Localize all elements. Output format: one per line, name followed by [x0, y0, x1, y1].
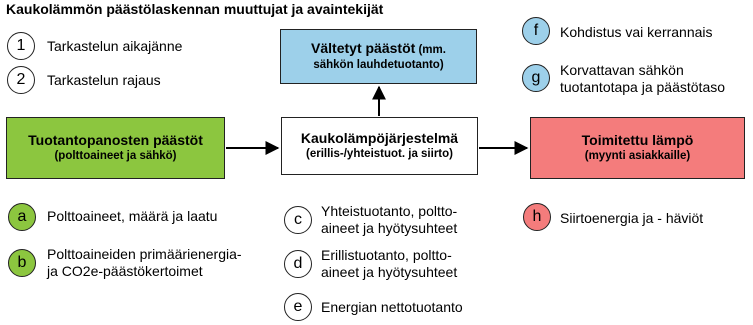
- factor-e-badge: e: [284, 293, 312, 321]
- factor-g-label: [560, 62, 725, 96]
- diagram-title: Kaukolämmön päästölaskennan muuttujat ja avaintekijät: [6, 1, 384, 17]
- district-heating-system-subtitle: (erillis-/yhteistuot. ja siirto): [306, 148, 453, 160]
- avoided-emissions-title: Vältetyt päästöt: [311, 40, 416, 56]
- factor-b-line-2: ja CO2e-päästökertoimet: [47, 263, 203, 279]
- factor-c-badge: c: [284, 206, 312, 234]
- factor-c-line-1: Yhteistuotanto, poltto-: [321, 203, 458, 219]
- factor-b-line-1: Polttoaineiden primäärienergia-: [47, 246, 242, 262]
- factor-d-badge: d: [284, 250, 312, 278]
- factor-f-badge: f: [522, 17, 550, 45]
- factor-d-line-2: aineet ja hyötysuhteet: [321, 264, 458, 280]
- factor-1-label: Tarkastelun aikajänne: [47, 38, 183, 54]
- factor-d-line-1: Erillistuotanto, poltto-: [321, 247, 452, 263]
- factor-h-label: Siirtoenergia ja - häviöt: [560, 210, 704, 226]
- factor-a-badge: a: [8, 203, 36, 231]
- avoided-emissions-subtitle: sähkön lauhdetuotanto): [313, 59, 444, 71]
- factor-a-label: Polttoaineet, määrä ja laatu: [47, 208, 218, 224]
- factor-g-line-2: tuotantotapa ja päästötaso: [560, 79, 726, 95]
- factor-2-badge: 2: [7, 66, 35, 94]
- factor-c-label: [321, 203, 457, 237]
- delivered-heat-title: Toimitettu lämpö: [581, 132, 694, 148]
- factor-1-badge: 1: [7, 32, 35, 60]
- factor-b-label: [47, 246, 242, 280]
- factor-f-label: Kohdistus vai kerrannais: [560, 24, 713, 40]
- factor-2-label: Tarkastelun rajaus: [47, 72, 161, 88]
- factor-d-label: [321, 247, 457, 281]
- factor-h-badge: h: [523, 203, 551, 231]
- factor-e-label: Energian nettotuotanto: [321, 299, 463, 315]
- delivered-heat-subtitle: (myynti asiakkaille): [584, 150, 691, 162]
- avoided-emissions-title-suffix: (mm.: [415, 44, 446, 56]
- district-heating-system-title: Kaukolämpöjärjestelmä: [300, 130, 459, 146]
- production-inputs-subtitle: (polttoaineet ja sähkö): [54, 150, 177, 162]
- factor-g-badge: g: [522, 64, 550, 92]
- factor-g-line-1: Korvattavan sähkön: [560, 62, 684, 78]
- production-inputs-title: Tuotantopanosten päästöt: [28, 132, 203, 148]
- factor-b-badge: b: [8, 249, 36, 277]
- factor-c-line-2: aineet ja hyötysuhteet: [321, 220, 458, 236]
